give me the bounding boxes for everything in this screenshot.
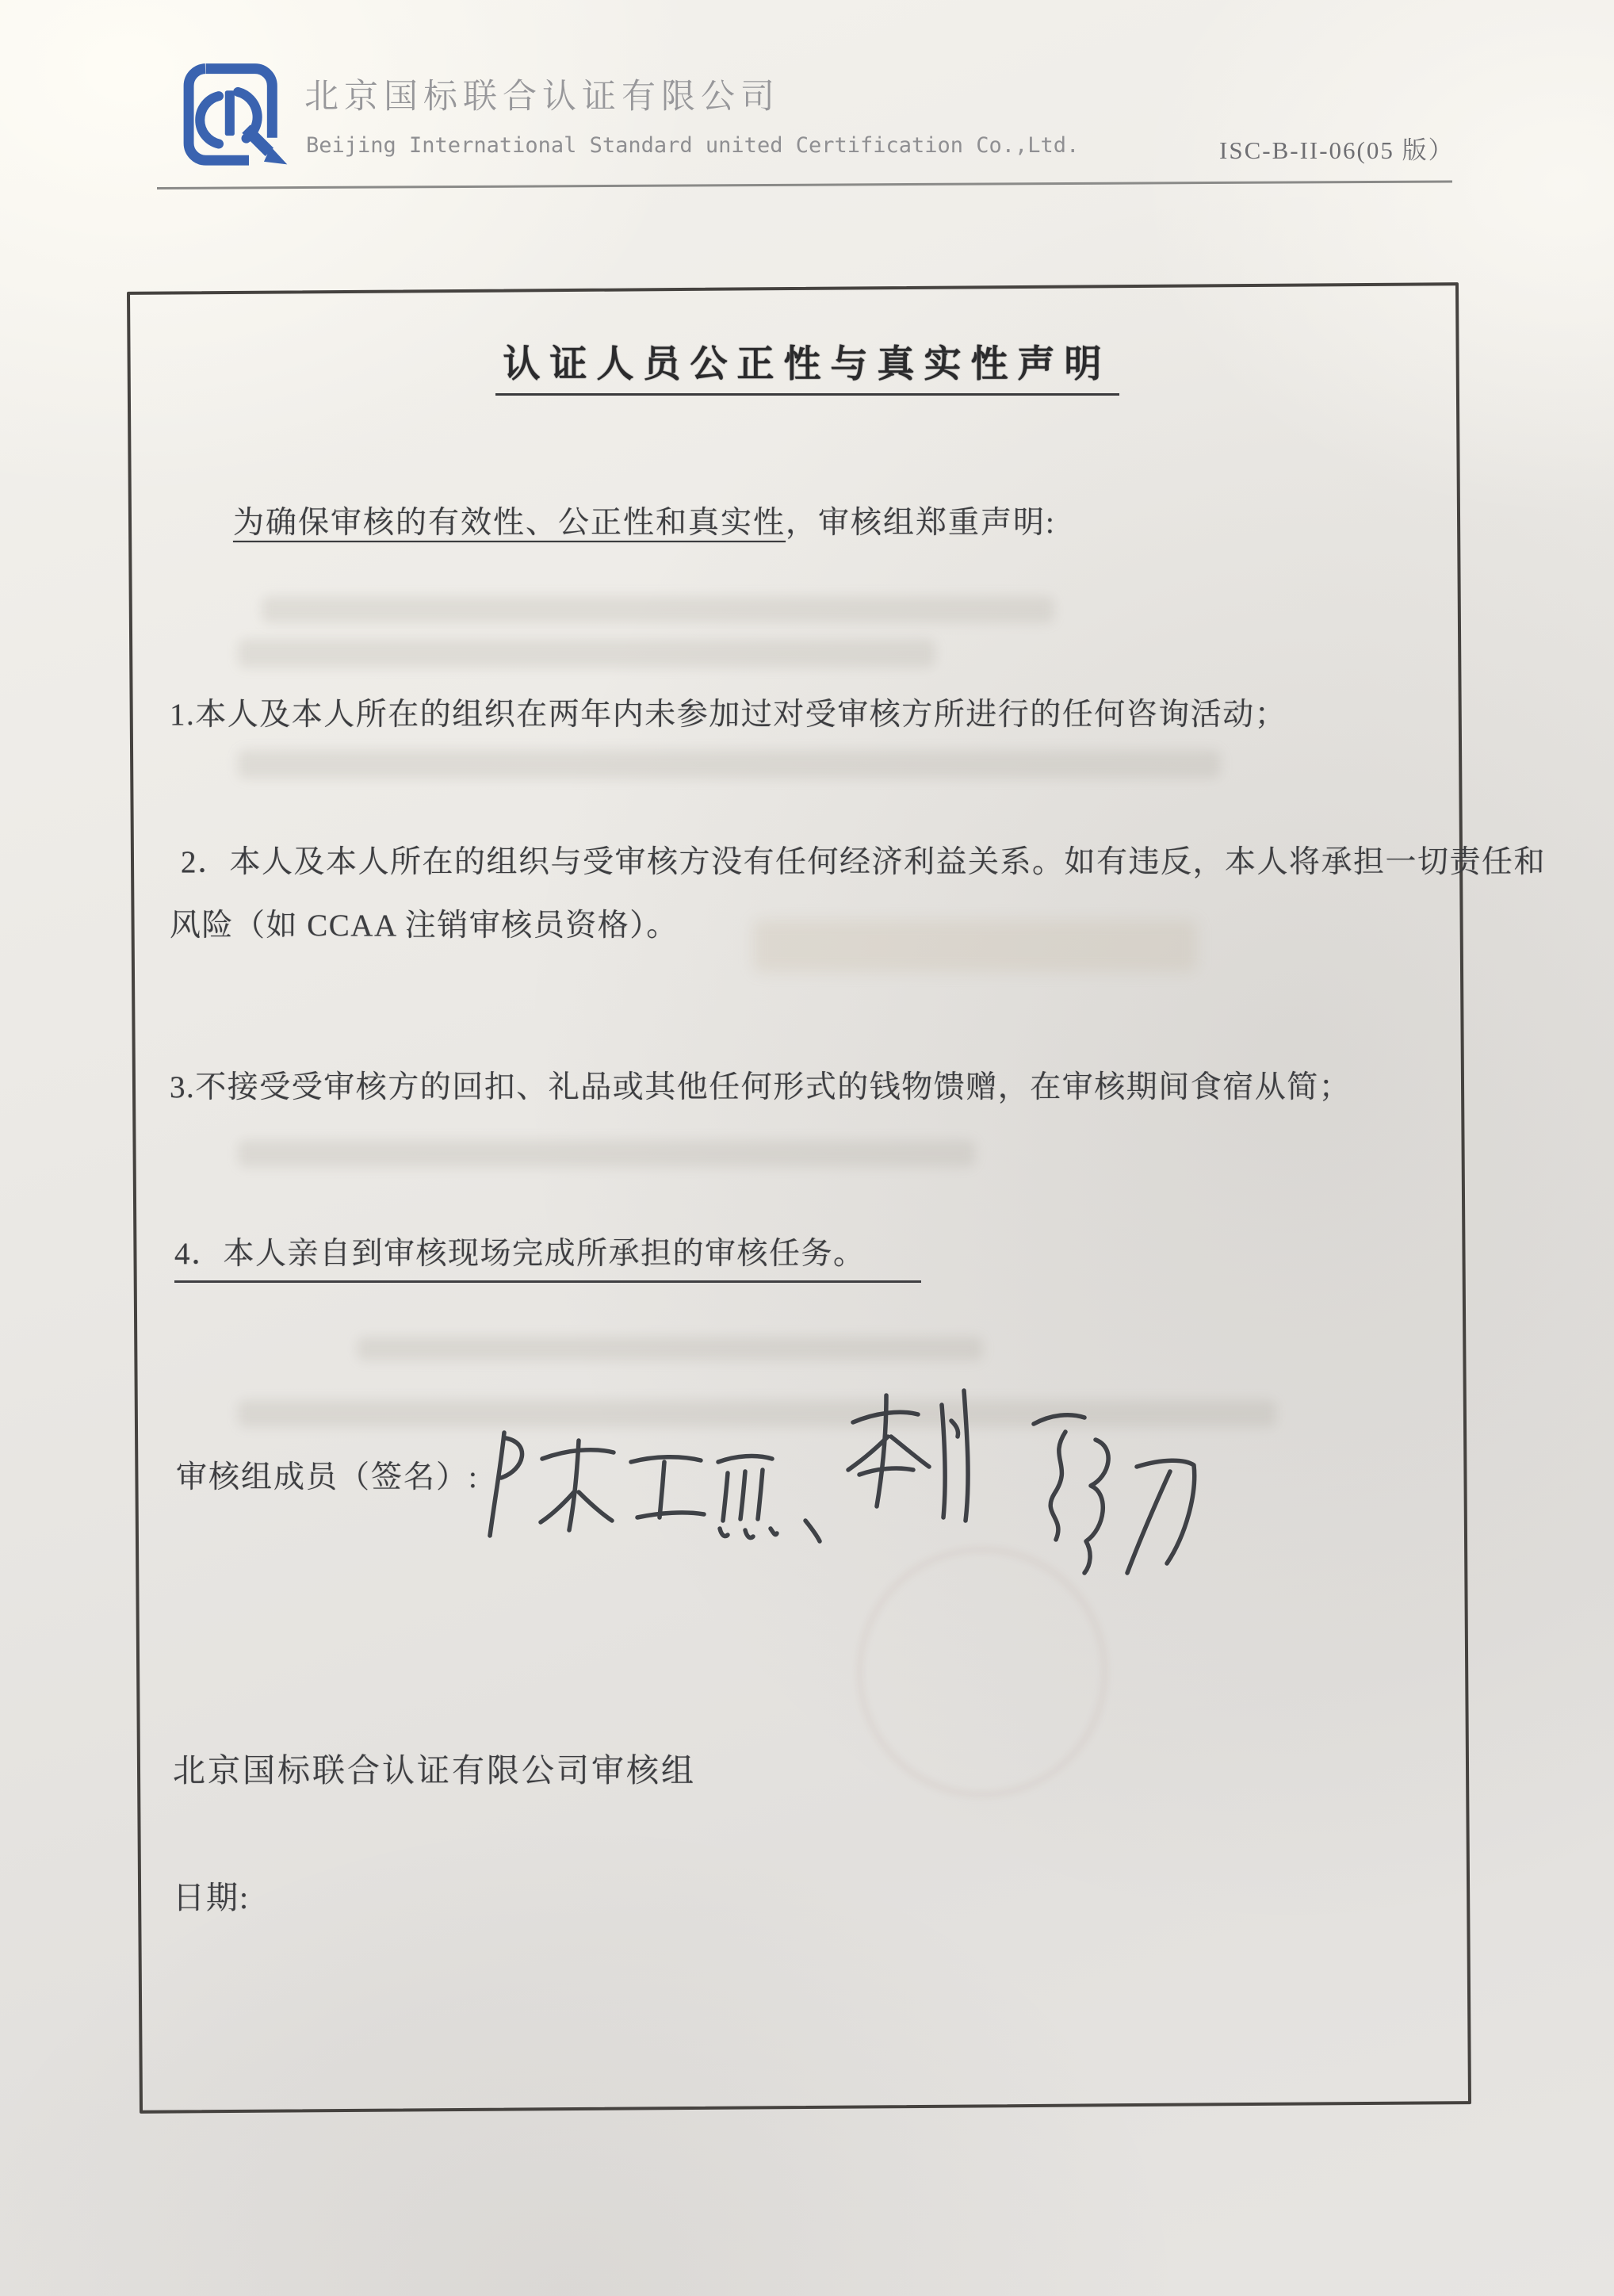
bleedthrough-ghost-line [262,596,1054,623]
company-name-chinese: 北京国标联合认证有限公司 [304,78,780,116]
company-name-english: Beijing International Standard united Certification Co.,Ltd. [306,133,1080,158]
header-divider [157,180,1452,189]
intro-rest-text: ，审核组郑重声明: [786,506,1056,540]
intro-underlined-text: 为确保审核的有效性、公正性和真实性 [233,506,786,540]
footer-organization: 北京国标联合认证有限公司审核组 [173,1752,696,1789]
date-field-label: 日期: [173,1880,251,1915]
signatures-transcription [0,0,1,1]
handwritten-signatures [466,1373,1219,1611]
declaration-item-3: 3.不接受受审核方的回扣、礼品或其他任何形式的钱物馈赠，在审核期间食宿从简； [170,1070,1352,1104]
bleedthrough-ghost-line [238,750,1221,779]
declaration-item-2-line-2: 风险（如 CCAA 注销审核员资格）。 [170,909,679,943]
bleedthrough-ghost-smudge [753,920,1197,972]
declaration-item-1: 1.本人及本人所在的组织在两年内未参加过对受审核方所进行的任何咨询活动； [170,698,1287,732]
declaration-item-2-line-1: 2．本人及本人所在的组织与受审核方没有任何经济利益关系。如有违反，本人将承担一切责任和 [181,845,1547,879]
bleedthrough-ghost-line [238,1140,975,1167]
declaration-item-4 [174,1229,921,1273]
document-border-frame [127,282,1471,2114]
document-code: ISC-B-II-06(05 版） [1219,136,1455,164]
declaration-title [0,335,1614,388]
isc-certification-logo-icon [179,57,289,176]
declaration-title-text: 认证人员公正性与真实性声明 [495,344,1119,396]
intro-paragraph [233,498,1056,542]
declaration-item-4-text: 4．本人亲自到审核现场完成所承担的审核任务。 [174,1237,921,1283]
bleedthrough-ghost-line [238,639,935,668]
signature-field-label: 审核组成员（签名）: [176,1460,479,1494]
bleedthrough-ghost-line [357,1337,983,1360]
